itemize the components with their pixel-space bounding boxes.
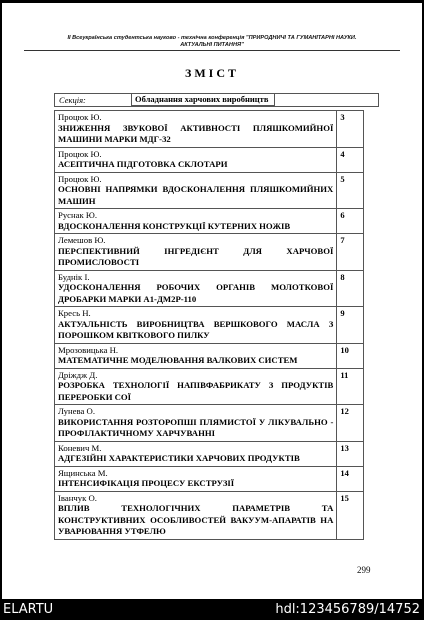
section-name: Обладнання харчових виробництв (131, 93, 275, 106)
toc-entry-cell (55, 270, 337, 307)
toc-row (55, 441, 364, 466)
toc-entry-cell (55, 441, 337, 466)
toc-row (55, 466, 364, 491)
section-label: Секція: (59, 95, 86, 105)
toc-row (55, 172, 364, 209)
toc-row (55, 405, 364, 442)
entry-title: МАТЕМАТИЧНЕ МОДЕЛЮВАННЯ ВАЛКОВИХ СИСТЕМ (58, 355, 298, 365)
conference-header-line2: АКТУАЛЬНІ ПИТАННЯ" (180, 42, 244, 48)
toc-entry-cell (55, 307, 337, 344)
entry-page-number: 8 (337, 270, 364, 307)
toc-row (55, 111, 364, 148)
toc-row (55, 491, 364, 539)
entry-author: Лемешов Ю. (58, 235, 106, 245)
entry-title: ВПЛИВ ТЕХНОЛОГІЧНИХ ПАРАМЕТРІВ ТА КОНСТРУКТИВНИХ ОСОБЛИВОСТЕЙ ВАКУУМ-АПАРАТІВ НА УВАРЮВАННЯ УТФЕЛЮ (58, 503, 334, 536)
entry-title: ВДОСКОНАЛЕННЯ КОНСТРУКЦІЇ КУТЕРНИХ НОЖІВ (58, 220, 291, 231)
entry-title: ВИКОРИСТАННЯ РОЗТОРОПШІ ПЛЯМИСТОЇ У ЛІКУВАЛЬНО - ПРОФІЛАКТИЧНОМУ ХАРЧУВАННІ (58, 416, 334, 438)
toc-row (55, 368, 364, 405)
toc-entry-cell (55, 172, 337, 209)
conference-header (24, 35, 400, 51)
entry-page-number: 6 (337, 209, 364, 234)
toc-entry-cell (55, 491, 337, 539)
toc-row (55, 307, 364, 344)
toc-row (55, 147, 364, 172)
toc-row (55, 209, 364, 234)
entry-page-number: 15 (337, 491, 364, 539)
entry-page-number: 3 (337, 111, 364, 148)
entry-author: Іванчук О. (58, 492, 97, 503)
entry-author: Лунева О. (58, 406, 95, 416)
entry-author: Процюк Ю. (58, 148, 102, 159)
toc-entry-cell (55, 343, 337, 368)
footer-handle: hdl:123456789/14752 (275, 602, 420, 617)
document-page (2, 3, 422, 599)
entry-page-number: 12 (337, 405, 364, 442)
entry-page-number: 9 (337, 307, 364, 344)
footer-repository-name: ELARTU (3, 602, 54, 617)
toc-entry-cell (55, 405, 337, 442)
page-title: ЗМІСТ (185, 66, 239, 80)
entry-title: ЗНИЖЕННЯ ЗВУКОВОЇ АКТИВНОСТІ ПЛЯШКОМИЙНОЇ МАШИНИ МАРКИ МДГ-32 (58, 122, 334, 144)
section-row (54, 93, 379, 107)
conference-header-line1: II Всеукраїнська студентська науково - технічна конференція "ПРИРОДНИЧІ ТА ГУМАНІТАРНІ НАУКИ. (67, 35, 357, 41)
entry-title: ІНТЕНСИФІКАЦІЯ ПРОЦЕСУ ЕКСТРУЗІЇ (58, 478, 235, 488)
entry-author: Руснак Ю. (58, 210, 98, 220)
entry-page-number: 13 (337, 441, 364, 466)
entry-author: Ящинська М. (58, 467, 108, 478)
toc-entry-cell (55, 368, 337, 405)
toc-row (55, 234, 364, 271)
toc-row (55, 343, 364, 368)
entry-title: АДГЕЗІЙНІ ХАРАКТЕРИСТИКИ ХАРЧОВИХ ПРОДУКТІВ (58, 453, 300, 463)
entry-title: ПЕРСПЕКТИВНИЙ ІНГРЕДІЄНТ ДЛЯ ХАРЧОВОЇ ПРОМИСЛОВОСТІ (58, 245, 334, 267)
toc-table (54, 110, 364, 540)
entry-title: УДОСКОНАЛЕННЯ РОБОЧИХ ОРГАНІВ МОЛОТКОВОЇ ДРОБАРКИ МАРКИ А1-ДМ2Р-110 (58, 282, 334, 304)
toc-entry-cell (55, 466, 337, 491)
entry-author: Мрозовицька Н. (58, 344, 119, 355)
toc-entry-cell (55, 234, 337, 271)
toc-entry-cell (55, 209, 337, 234)
entry-author: Кресь Н. (58, 308, 91, 318)
page-number: 299 (357, 565, 371, 575)
toc-row (55, 270, 364, 307)
entry-author: Процюк Ю. (58, 173, 102, 184)
entry-page-number: 5 (337, 172, 364, 209)
entry-page-number: 4 (337, 147, 364, 172)
toc-entry-cell (55, 111, 337, 148)
footer-bar (0, 599, 424, 620)
entry-page-number: 10 (337, 343, 364, 368)
toc-entry-cell (55, 147, 337, 172)
entry-author: Процюк Ю. (58, 112, 102, 122)
entry-title: АСЕПТИЧНА ПІДГОТОВКА СКЛОТАРИ (58, 159, 228, 169)
entry-page-number: 14 (337, 466, 364, 491)
entry-title: РОЗРОБКА ТЕХНОЛОГІЇ НАПІВФАБРИКАТУ З ПРОДУКТІВ ПЕРЕРОБКИ СОЇ (58, 380, 334, 402)
entry-title: ОСНОВНІ НАПРЯМКИ ВДОСКОНАЛЕННЯ ПЛЯШКОМИЙНИХ МАШИН (58, 184, 334, 206)
entry-author: Коневич М. (58, 442, 102, 453)
entry-author: Буднік І. (58, 271, 90, 282)
entry-title: АКТУАЛЬНІСТЬ ВИРОБНИЦТВА ВЕРШКОВОГО МАСЛА З ПОРОШКОМ КВІТКОВОГО ПИЛКУ (58, 318, 334, 340)
entry-author: Дріждж Д. (58, 369, 98, 380)
entry-page-number: 11 (337, 368, 364, 405)
entry-page-number: 7 (337, 234, 364, 271)
